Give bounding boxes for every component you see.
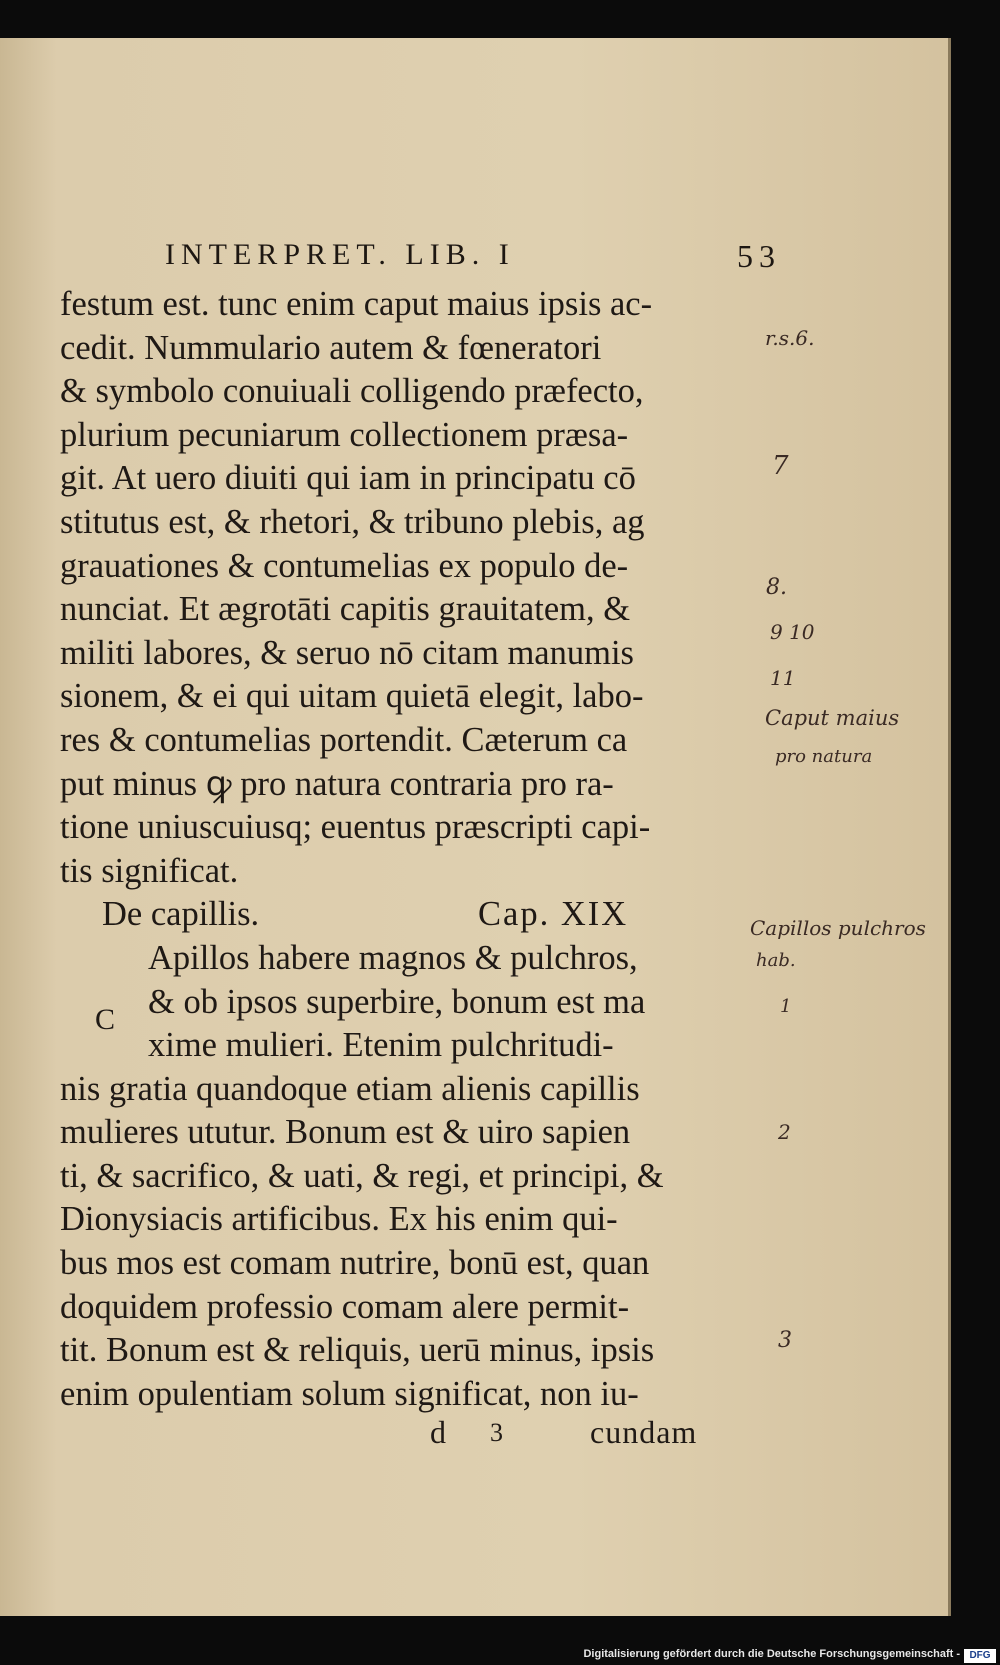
text-line: cedit. Nummulario autem & fœneratori [60, 328, 602, 367]
marginal-note: 9 10 [770, 620, 815, 644]
text-line: mulieres ututur. Bonum est & uiro sapien [60, 1113, 631, 1152]
chapter-heading [60, 893, 780, 937]
text-line: put minus ꝙ pro natura contraria pro ra- [60, 764, 614, 803]
text-line: nis gratia quandoque etiam alienis capillis [60, 1069, 640, 1108]
running-title: INTERPRET. LIB. I [165, 238, 515, 271]
text-line: Apillos habere magnos & pulchros, [148, 938, 638, 977]
text-line: nunciat. Et ægrotāti capitis grauitatem, & [60, 590, 631, 629]
text-line: & ob ipsos superbire, bonum est ma [148, 982, 646, 1021]
chapter-number: Cap. XIX [478, 895, 629, 934]
text-line: xime mulieri. Etenim pulchritudi- [148, 1026, 614, 1065]
digitization-footer [0, 1648, 1000, 1665]
text-line: Dionysiacis artificibus. Ex his enim qui- [60, 1200, 618, 1239]
marginal-note: 2 [778, 1120, 791, 1144]
text-line: ti, & sacrifico, & uati, & regi, et principi, & [60, 1156, 664, 1195]
text-line: grauationes & contumelias ex populo de- [60, 546, 629, 585]
marginal-note: 8. [766, 575, 787, 600]
funding-credit: Digitalisierung gefördert durch die Deutsche Forschungsgemeinschaft - [583, 1648, 960, 1660]
text-line: tit. Bonum est & reliquis, uerū minus, ipsis [60, 1331, 655, 1370]
marginal-note: Capillos pulchros [750, 916, 926, 940]
text-line: plurium pecuniarum collectionem præsa- [60, 415, 629, 454]
text-line: tis significat. [60, 851, 239, 890]
signature-number: 3 [490, 1418, 503, 1447]
text-line: enim opulentiam solum significat, non iu- [60, 1374, 639, 1413]
marginal-note: r.s.6. [765, 326, 815, 350]
marginal-note: 7 [772, 451, 789, 481]
dfg-logo: DFG [964, 1649, 996, 1663]
catchword: cundam [590, 1414, 698, 1450]
marginal-note: 1 [780, 996, 792, 1017]
marginal-letter: C [95, 1003, 116, 1036]
text-line: festum est. tunc enim caput maius ipsis ac- [60, 285, 653, 323]
text-line: sionem, & ei qui uitam quietā elegit, labo- [60, 677, 644, 716]
marginal-note: 3 [778, 1328, 792, 1353]
chapter-title: De capillis. [102, 895, 260, 934]
text-line: git. At uero diuiti qui iam in principatu cō [60, 459, 636, 498]
text-line: bus mos est comam nutrire, bonū est, quan [60, 1244, 650, 1283]
text-line: tione uniuscuiusq; euentus præscripti capi- [60, 808, 651, 847]
main-text [60, 283, 780, 1416]
marginal-note: 11 [770, 666, 796, 690]
text-line: & symbolo conuiuali colligendo præfecto, [60, 372, 644, 411]
text-line: doquidem professio comam alere permit- [60, 1287, 630, 1326]
marginal-note: Caput maius [765, 706, 900, 730]
marginal-note: hab. [756, 950, 796, 971]
page-number: 53 [737, 238, 781, 274]
text-line: militi labores, & seruo nō citam manumis [60, 633, 634, 672]
text-line: res & contumelias portendit. Cæterum ca [60, 720, 628, 759]
marginal-note: pro natura [775, 746, 873, 767]
signature-mark: d [430, 1414, 446, 1450]
book-page [0, 38, 951, 1616]
text-line: stitutus est, & rhetori, & tribuno plebis, ag [60, 502, 645, 541]
